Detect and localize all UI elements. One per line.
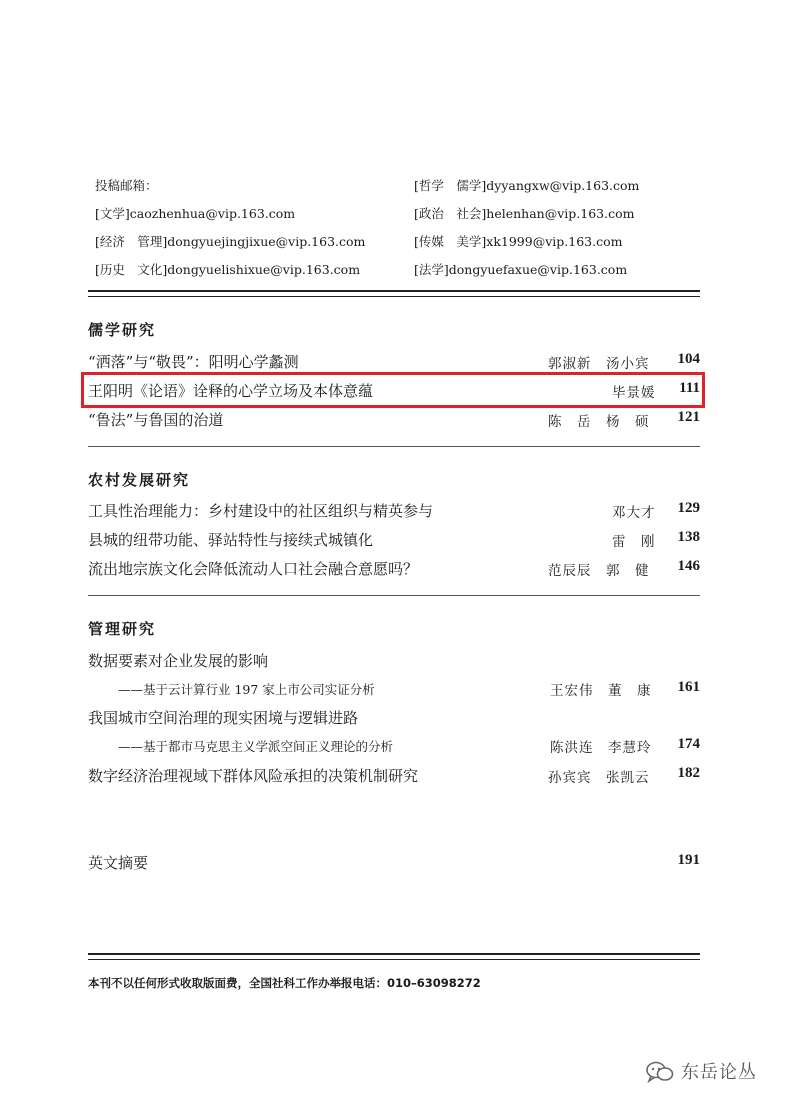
footer-notice: 本刊不以任何形式收取版面费，全国社科工作办举报电话：010–63098272 <box>88 976 481 990</box>
article-title[interactable]: 王阳明《论语》诠释的心学立场及本体意蕴 <box>88 382 374 400</box>
email-entry <box>414 176 639 194</box>
article-authors: 毕景媛 <box>612 385 656 401</box>
article-authors: 邓大才 <box>612 505 656 521</box>
article-title[interactable]: “洒落”与“敬畏”：阳明心学蠡测 <box>88 353 299 371</box>
article-title[interactable]: 我国城市空间治理的现实困境与逻辑进路 <box>88 709 359 727</box>
section-divider <box>88 446 700 447</box>
email-address[interactable]: dongyuelishixue@vip.163.com <box>167 262 361 277</box>
email-category: [经济 管理] <box>95 234 168 249</box>
email-entry <box>414 232 622 250</box>
article-title[interactable]: 流出地宗族文化会降低流动人口社会融合意愿吗？ <box>88 560 419 578</box>
email-address[interactable]: xk1999@vip.163.com <box>486 234 623 249</box>
section-title: 农村发展研究 <box>88 471 191 489</box>
article-page: 161 <box>677 679 700 695</box>
english-abstract-page: 191 <box>677 852 700 868</box>
article-page: 121 <box>677 409 700 425</box>
email-entry <box>95 260 360 278</box>
submission-label: 投稿邮箱： <box>95 178 158 193</box>
email-address[interactable]: caozhenhua@vip.163.com <box>129 206 296 221</box>
article-page: 146 <box>677 558 700 574</box>
article-page: 182 <box>677 765 700 781</box>
email-entry <box>95 204 295 222</box>
article-title[interactable]: 县城的纽带功能、驿站特性与接续式城镇化 <box>88 531 374 549</box>
email-address[interactable]: dongyuejingjixue@vip.163.com <box>167 234 366 249</box>
section-title: 儒学研究 <box>88 321 157 339</box>
email-entry <box>95 232 365 250</box>
email-category: [哲学 儒学] <box>414 178 487 193</box>
email-address[interactable]: helenhan@vip.163.com <box>486 206 635 221</box>
email-category: [法学] <box>414 262 449 277</box>
email-category: [文学] <box>95 206 130 221</box>
header-divider <box>88 290 700 297</box>
email-address[interactable]: dongyuefaxue@vip.163.com <box>448 262 628 277</box>
article-authors: 孙宾宾 张凯云 <box>548 770 650 786</box>
article-subtitle: ——基于云计算行业 197 家上市公司实证分析 <box>118 682 375 697</box>
article-authors: 陈 岳 杨 硕 <box>548 414 650 430</box>
email-address[interactable]: dyyangxw@vip.163.com <box>486 178 640 193</box>
watermark <box>645 1056 770 1086</box>
article-page: 129 <box>677 500 700 516</box>
email-entry <box>414 204 634 222</box>
article-title[interactable]: 工具性治理能力：乡村建设中的社区组织与精英参与 <box>88 502 434 520</box>
footer-divider <box>88 953 700 960</box>
section-title: 管理研究 <box>88 620 157 638</box>
english-abstract-title[interactable]: 英文摘要 <box>88 854 149 872</box>
watermark-text: 东岳论丛 <box>681 1062 757 1083</box>
email-category: [历史 文化] <box>95 262 168 277</box>
article-authors: 郭淑新 汤小宾 <box>548 356 650 372</box>
article-authors: 陈洪连 李慧玲 <box>550 740 652 756</box>
section-divider <box>88 595 700 596</box>
article-page: 138 <box>677 529 700 545</box>
article-authors: 雷 刚 <box>612 534 656 550</box>
article-title[interactable]: 数字经济治理视域下群体风险承担的决策机制研究 <box>88 767 419 785</box>
article-page: 111 <box>679 380 700 396</box>
article-authors: 范辰辰 郭 健 <box>548 563 650 579</box>
article-page: 104 <box>677 351 700 367</box>
article-page: 174 <box>677 736 700 752</box>
article-title[interactable]: “鲁法”与鲁国的治道 <box>88 411 224 429</box>
email-category: [政治 社会] <box>414 206 487 221</box>
article-subtitle: ——基于都市马克思主义学派空间正义理论的分析 <box>118 739 394 754</box>
article-title[interactable]: 数据要素对企业发展的影响 <box>88 652 269 670</box>
email-entry <box>414 260 627 278</box>
email-category: [传媒 美学] <box>414 234 487 249</box>
wechat-icon <box>645 1060 675 1088</box>
article-authors: 王宏伟 董 康 <box>550 683 652 699</box>
